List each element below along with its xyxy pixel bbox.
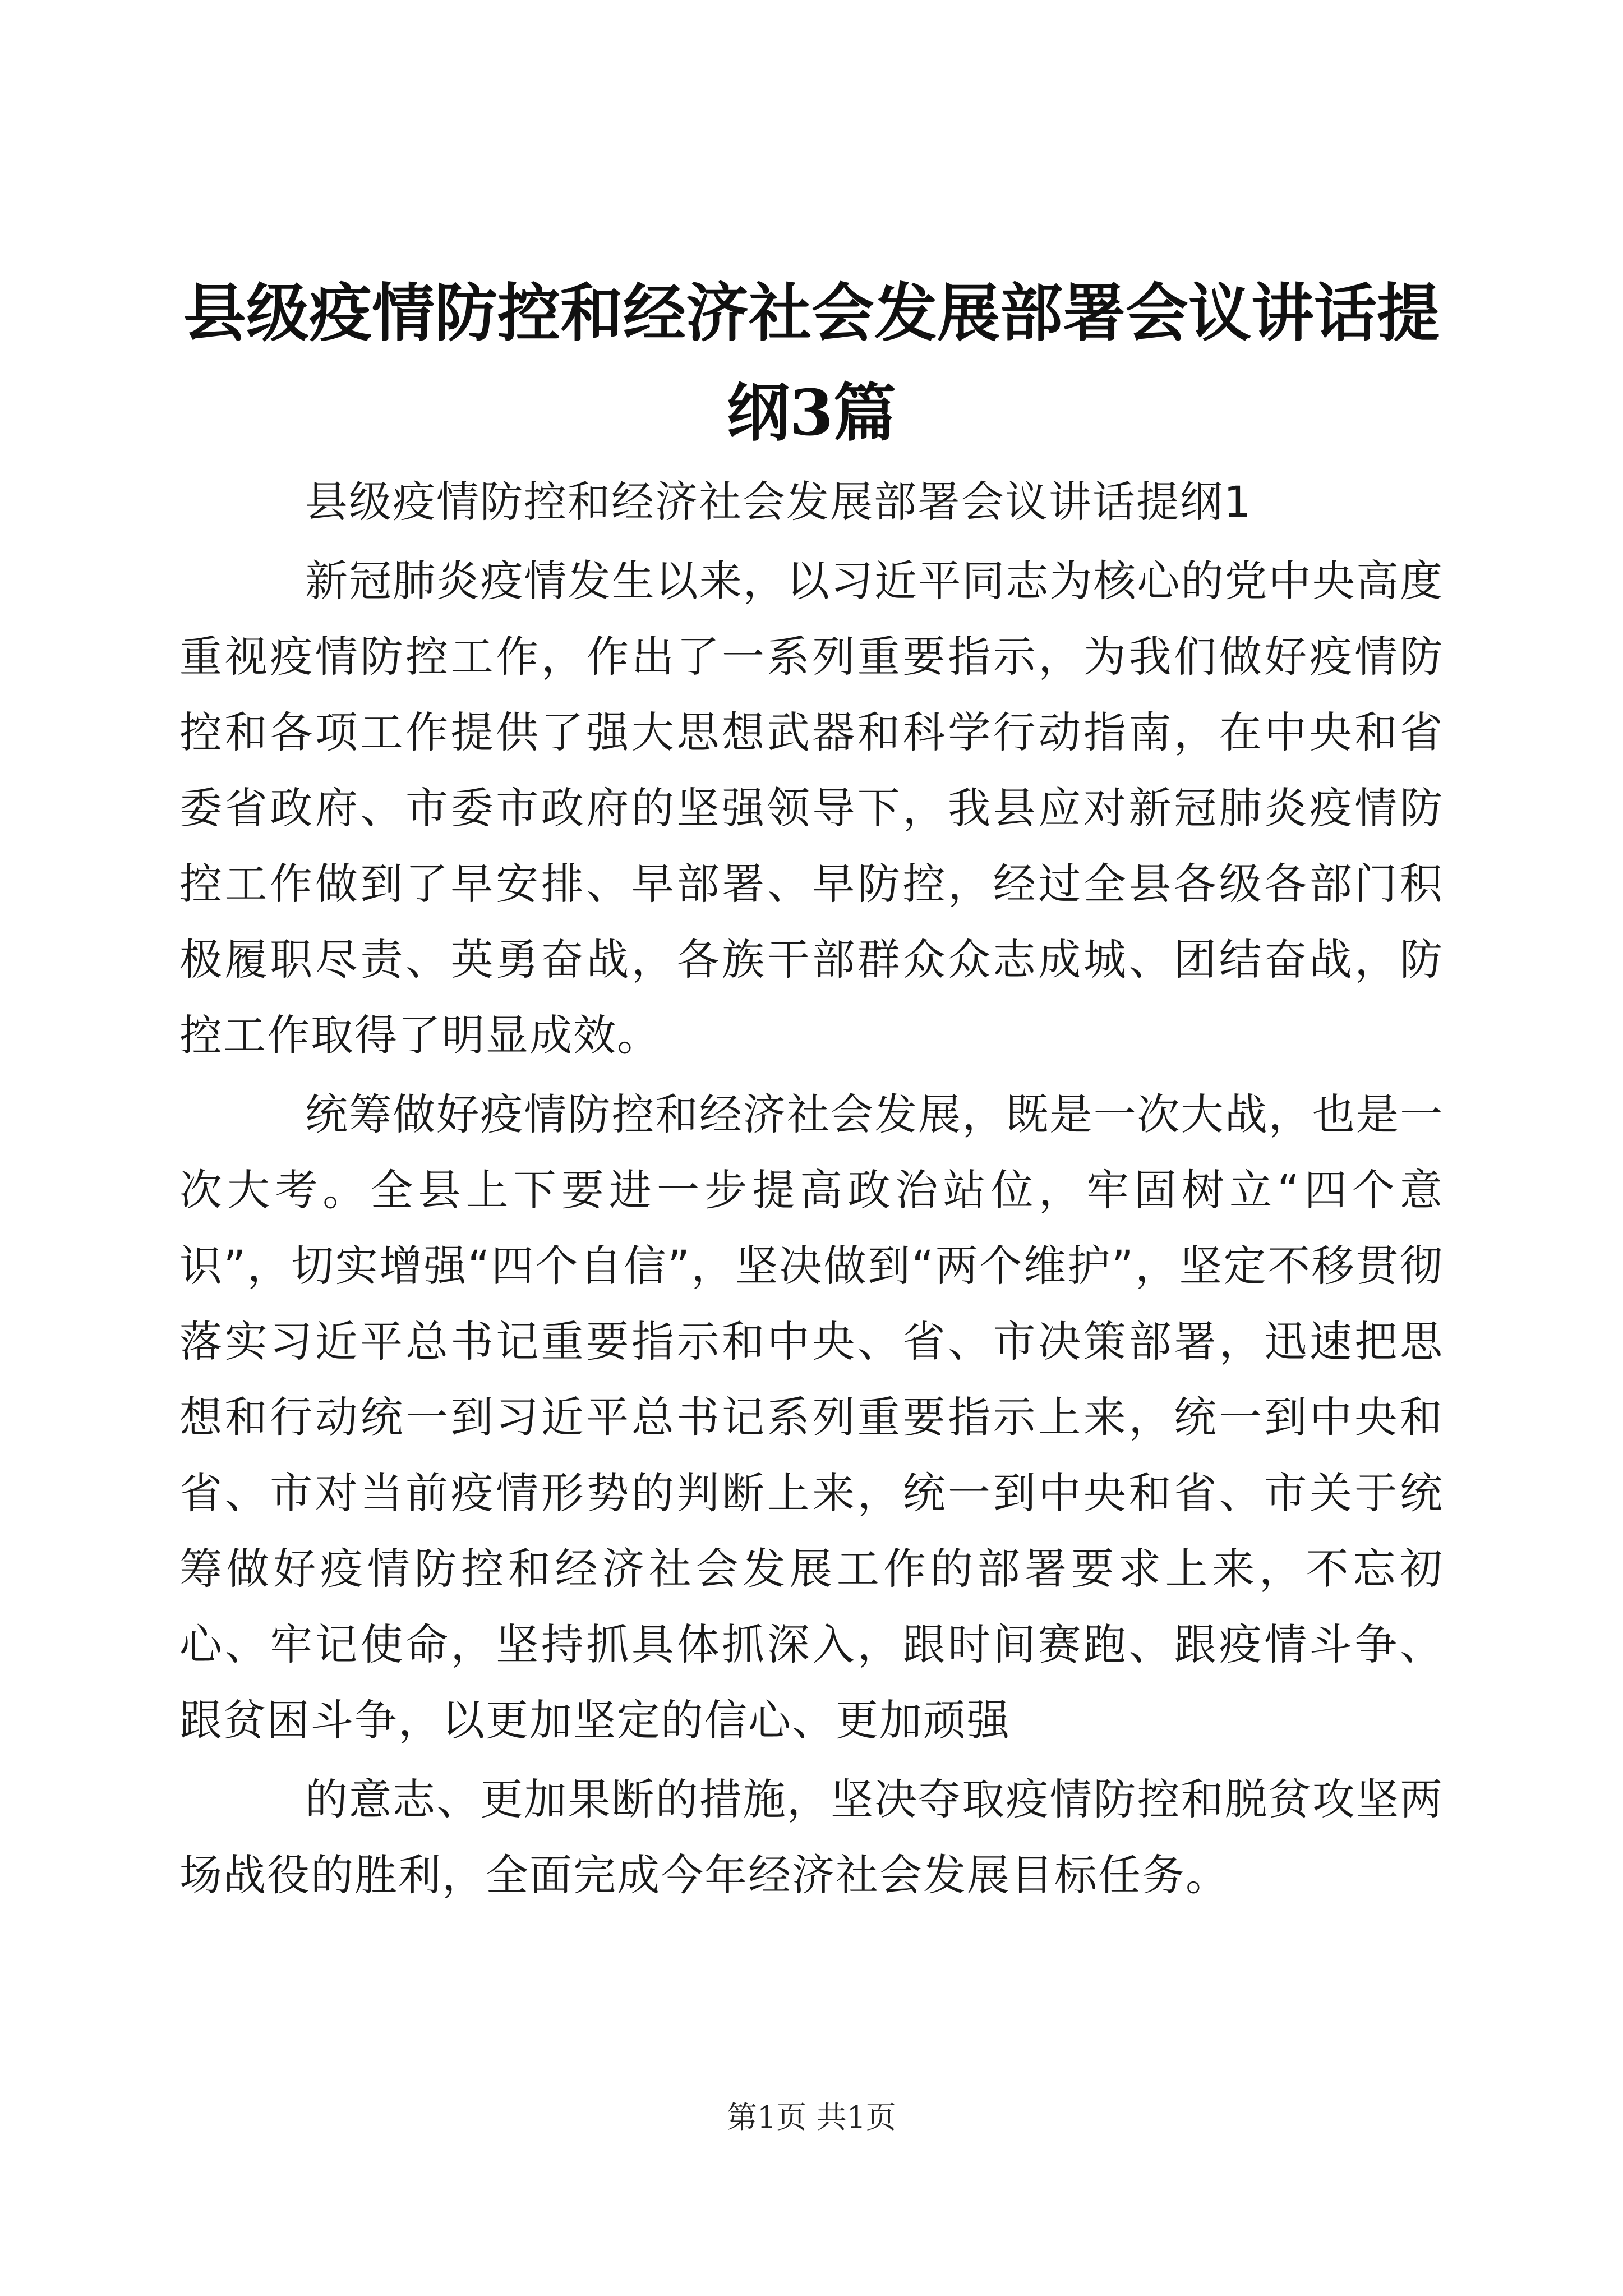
document-body xyxy=(179,543,1444,1913)
paragraph: 统筹做好疫情防控和经济社会发展，既是一次大战，也是一次大考。全县上下要进一步提高政治站位，牢固树立“四个意识”，切实增强“四个自信”，坚决做到“两个维护”，坚定不移贯彻落实习近平总书记重要指示和中央、省、市决策部署，迅速把思想和行动统一到习近平总书记系列重要指示上来，统一到中央和省、市对当前疫情形势的判断上来，统一到中央和省、市关于统筹做好疫情防控和经济社会发展工作的部署要求上来，不忘初心、牢记使命，坚持抓具体抓深入，跟时间赛跑、跟疫情斗争、跟贫困斗争，以更加坚定的信心、更加顽强 xyxy=(179,1089,1444,1745)
document-title: 县级疫情防控和经济社会发展部署会议讲话提纲3篇 xyxy=(183,277,1440,450)
section-heading: 县级疫情防控和经济社会发展部署会议讲话提纲1 xyxy=(305,477,1252,527)
paragraph: 新冠肺炎疫情发生以来，以习近平同志为核心的党中央高度重视疫情防控工作，作出了一系列重要指示，为我们做好疫情防控和各项工作提供了强大思想武器和科学行动指南，在中央和省委省政府、市委市政府的坚强领导下，我县应对新冠肺炎疫情防控工作做到了早安排、早部署、早防控，经过全县各级各部门积极履职尽责、英勇奋战，各族干部群众众志成城、团结奋战，防控工作取得了明显成效。 xyxy=(179,556,1444,1060)
page-number-footer: 第1页 共1页 xyxy=(727,2100,896,2135)
paragraph: 的意志、更加果断的措施，坚决夺取疫情防控和脱贫攻坚两场战役的胜利，全面完成今年经济社会发展目标任务。 xyxy=(179,1774,1444,1900)
